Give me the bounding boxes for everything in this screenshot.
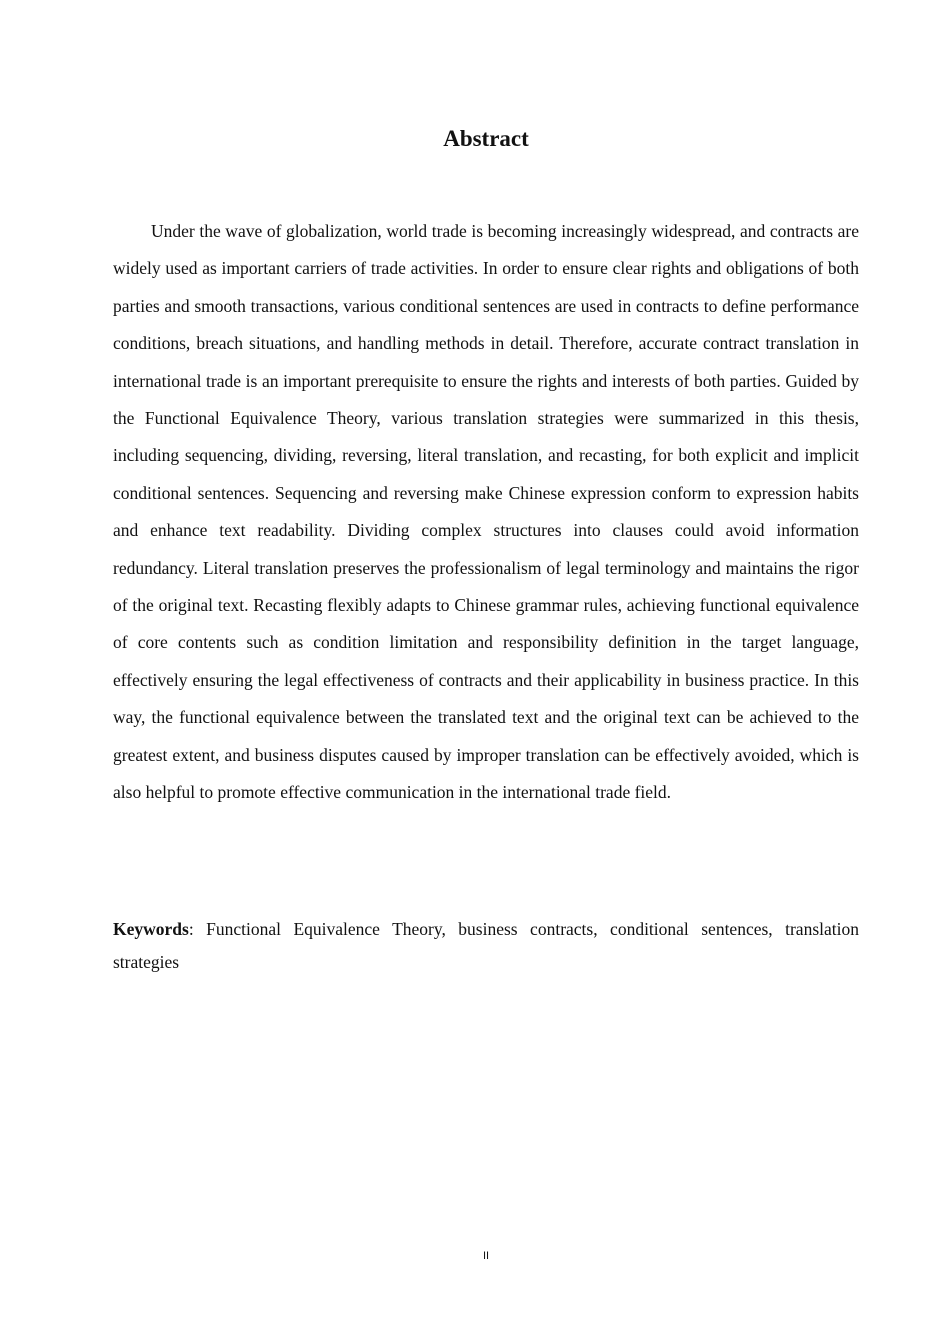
page-title: Abstract: [443, 126, 529, 151]
keywords-list: : Functional Equivalence Theory, business contracts, conditional sentences, translation strategies: [113, 919, 859, 972]
keywords-label: Keywords: [113, 919, 189, 939]
abstract-paragraph: Under the wave of globalization, world trade is becoming increasingly widespread, and contracts are widely used as important carriers of trade activities. In order to ensure clear rights and obligations of both parties and smooth transactions, various conditional sentences are used in contracts to define performance conditions, breach situations, and handling methods in detail. Therefore, accurate contract translation in international trade is an important prerequisite to ensure the rights and interests of both parties. Guided by the Functional Equivalence Theory, various translation strategies were summarized in this thesis, including sequencing, dividing, reversing, literal translation, and recasting, for both explicit and implicit conditional sentences. Sequencing and reversing make Chinese expression conform to expression habits and enhance text readability. Dividing complex structures into clauses could avoid information redundancy. Literal translation preserves the professionalism of legal terminology and maintains the rigor of the original text. Recasting flexibly adapts to Chinese grammar rules, achieving functional equivalence of core contents such as condition limitation and responsibility definition in the target language, effectively ensuring the legal effectiveness of contracts and their applicability in business practice. In this way, the functional equivalence between the translated text and the original text can be achieved to the greatest extent, and business disputes caused by improper translation can be effectively avoided, which is also helpful to promote effective communication in the international trade field.: [113, 221, 859, 803]
page-number: II: [482, 1250, 490, 1262]
keywords-paragraph: [113, 913, 859, 979]
